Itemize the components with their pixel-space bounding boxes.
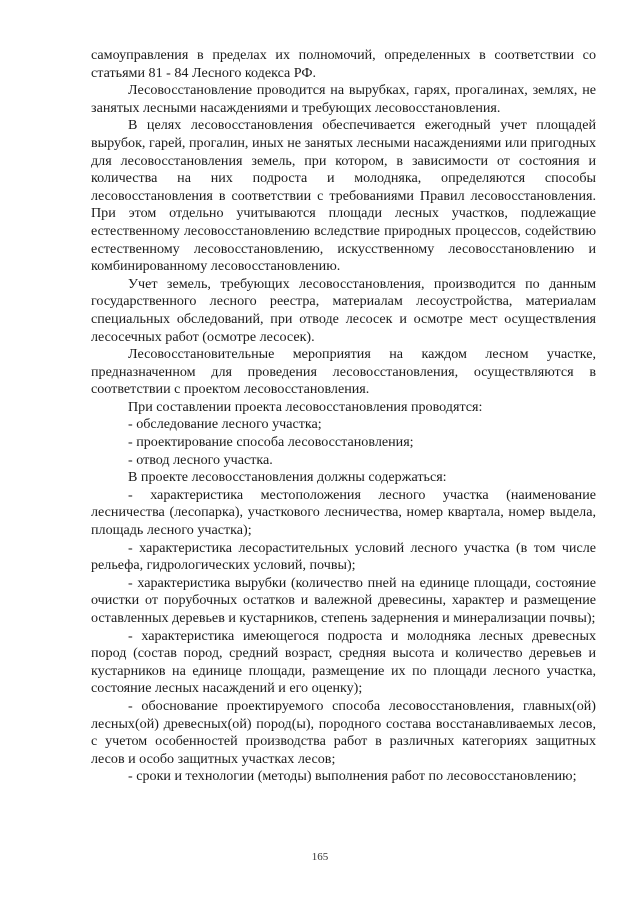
paragraph: Учет земель, требующих лесовосстановления, производится по данным государственного лесного реестра, материалам лесоустройства, материалам специальных обследований, при отводе лесосек и осмотре мест осуществления лесосечных работ (осмотре лесосек). [91,275,596,345]
list-item: - сроки и технологии (методы) выполнения работ по лесовосстановлению; [128,768,577,785]
paragraph: самоуправления в пределах их полномочий, определенных в соответствии со статьями 81 - 84 Лесного кодекса РФ. [91,47,596,81]
list-item: - характеристика местоположения лесного участка (наименование лесничества (лесопарка), участкового лесничества, номер квартала, номер выдела, площадь лесного участка); [91,486,596,539]
paragraph: Лесовосстановление проводится на вырубках, гарях, прогалинах, землях, не занятых лесными насаждениями и требующих лесовосстановления. [91,82,596,116]
paragraph: При составлении проекта лесовосстановления проводятся: [128,398,483,415]
list-item: - характеристика лесорастительных условий лесного участка (в том числе рельефа, гидрологических условий, почвы); [91,539,596,574]
document-body [91,47,596,786]
list-item: - отвод лесного участка. [128,451,273,468]
list-item: - характеристика вырубки (количество пней на единице площади, состояние очистки от порубочных остатков и валежной древесины, характер и размещение оставленных деревьев и кустарников, степень задернения и минерализации почвы); [91,574,596,626]
page-number: 165 [311,851,329,863]
paragraph: В целях лесовосстановления обеспечивается ежегодный учет площадей вырубок, гарей, прогалин, иных не занятых лесными насаждениями или пригодных для лесовосстановления земель, при котором, в зависимости от состояния и количества на них подроста и молодняка, определяются способы лесовосстановления в соответствии с требованиями Правил лесовосстановления. При этом отдельно учитываются площади лесных участков, подлежащие естественному лесовосстановлению вследствие природных процессов, содействию естественному лесовосстановлению, искусственному лесовосстановлению и комбинированному лесовосстановлению. [91,117,596,275]
paragraph: Лесовосстановительные мероприятия на каждом лесном участке, предназначенном для проведения лесовосстановления, осуществляются в соответствии с проектом лесовосстановления. [91,346,596,398]
list-item: - характеристика имеющегося подроста и молодняка лесных древесных пород (состав пород, средний возраст, средняя высота и количество деревьев и кустарников на единице площади, размещение их по площади лесного участка, состояние лесных насаждений и его оценку); [91,627,596,697]
list-item: - проектирование способа лесовосстановления; [128,434,414,451]
list-item: - обоснование проектируемого способа лесовосстановления, главных(ой) лесных(ой) древесных(ой) пород(ы), породного состава восстанавливаемых лесов, с учетом особенностей производства работ в различных категориях защитных лесов и особо защитных участках лесов; [91,697,596,767]
list-item: - обследование лесного участка; [128,416,322,433]
paragraph: В проекте лесовосстановления должны содержаться: [128,469,447,486]
